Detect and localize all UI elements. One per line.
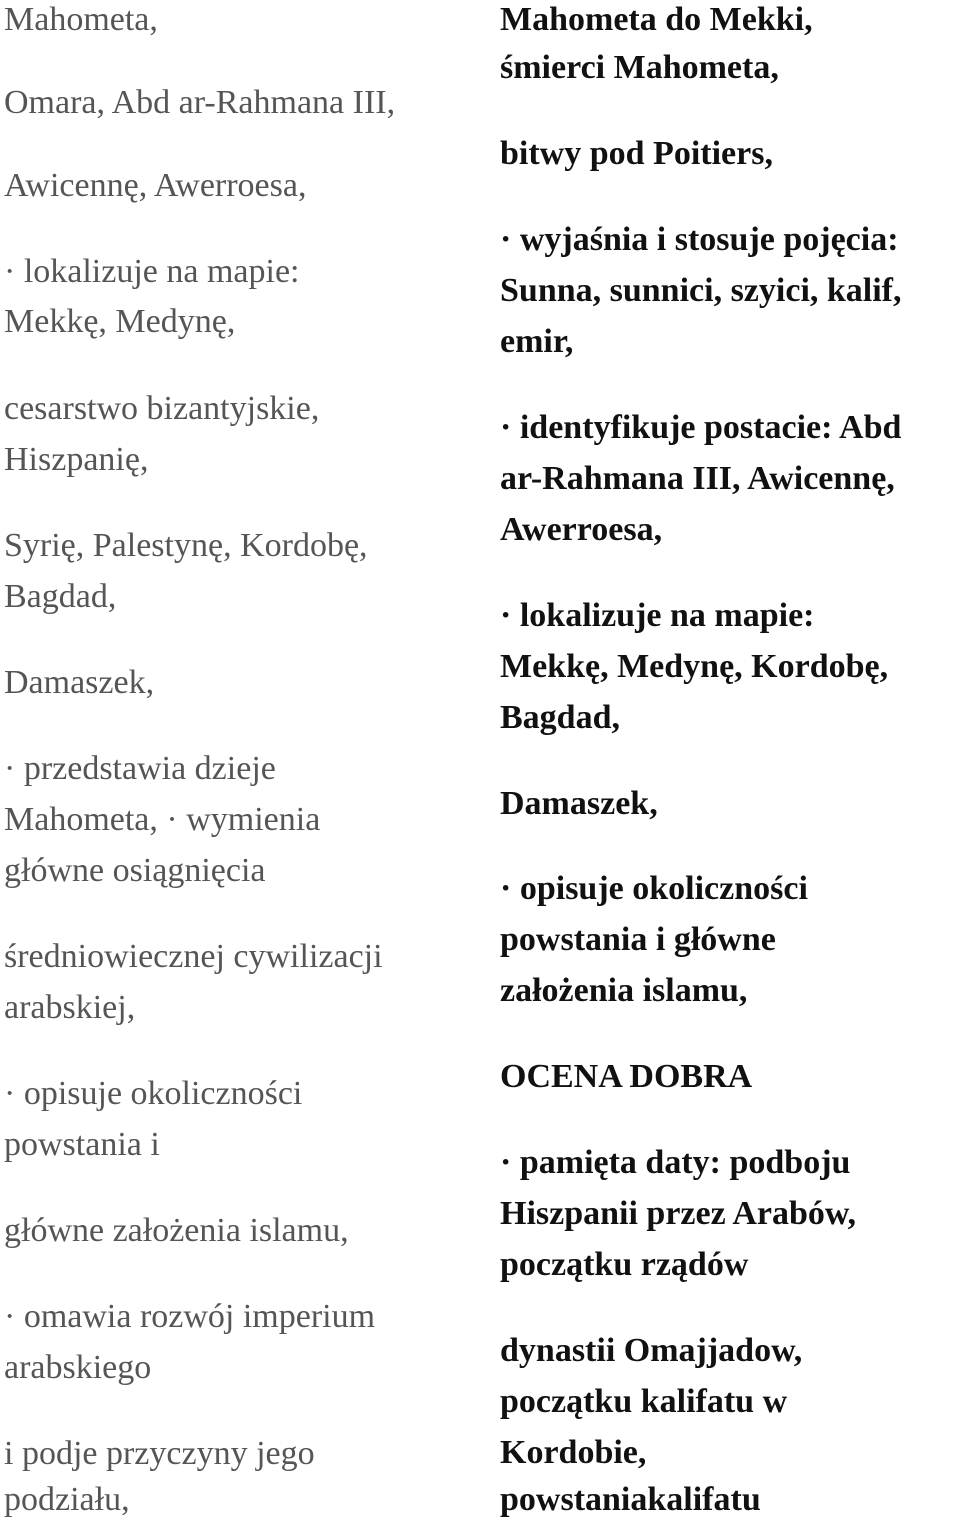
right-line-5: Sunna, sunnici, szyici, kalif, bbox=[500, 272, 902, 309]
left-line-6: cesarstwo bizantyjskie, bbox=[4, 390, 320, 427]
right-line-4: · wyjaśnia i stosuje pojęcia: bbox=[500, 221, 899, 258]
right-line-3: bitwy pod Poitiers, bbox=[500, 135, 773, 172]
left-line-16: · opisuje okoliczności bbox=[4, 1075, 303, 1112]
right-line-7: · identyfikuje postacie: Abd bbox=[500, 409, 902, 446]
right-line-17: OCENA DOBRA bbox=[500, 1058, 753, 1095]
right-line-15: powstania i główne bbox=[500, 921, 776, 958]
right-line-20: początku rządów bbox=[500, 1246, 749, 1283]
right-line-2: śmierci Mahometa, bbox=[500, 49, 779, 86]
right-line-16: założenia islamu, bbox=[500, 972, 748, 1009]
left-line-7: Hiszpanię, bbox=[4, 441, 149, 478]
right-line-23: Kordobie, bbox=[500, 1434, 647, 1471]
right-line-9: Awerroesa, bbox=[500, 511, 663, 548]
right-line-21: dynastii Omajjadow, bbox=[500, 1332, 803, 1369]
left-line-4: · lokalizuje na mapie: bbox=[4, 253, 300, 290]
left-line-10: Damaszek, bbox=[4, 664, 155, 701]
left-line-18: główne założenia islamu, bbox=[4, 1212, 349, 1249]
right-line-6: emir, bbox=[500, 323, 574, 360]
left-line-1: Mahometa, bbox=[4, 1, 158, 38]
left-line-2: Omara, Abd ar-Rahmana III, bbox=[4, 84, 396, 121]
left-line-17: powstania i bbox=[4, 1126, 160, 1163]
right-line-19: Hiszpanii przez Arabów, bbox=[500, 1195, 857, 1232]
left-line-19: · omawia rozwój imperium bbox=[4, 1298, 376, 1335]
left-line-3: Awicennę, Awerroesa, bbox=[4, 167, 307, 204]
right-line-10: · lokalizuje na mapie: bbox=[500, 597, 815, 634]
right-line-18: · pamięta daty: podboju bbox=[500, 1144, 851, 1181]
left-line-8: Syrię, Palestynę, Kordobę, bbox=[4, 527, 368, 564]
right-line-12: Bagdad, bbox=[500, 699, 620, 736]
left-line-9: Bagdad, bbox=[4, 578, 117, 615]
left-line-11: · przedstawia dzieje bbox=[4, 750, 276, 787]
right-line-24: powstaniakalifatu bbox=[500, 1481, 761, 1518]
left-line-5: Mekkę, Medynę, bbox=[4, 303, 236, 340]
left-line-13: główne osiągnięcia bbox=[4, 852, 266, 889]
right-line-1: Mahometa do Mekki, bbox=[500, 1, 813, 38]
right-line-14: · opisuje okoliczności bbox=[500, 870, 808, 907]
right-line-13: Damaszek, bbox=[500, 785, 658, 822]
left-line-14: średniowiecznej cywilizacji bbox=[4, 938, 383, 975]
left-line-21: i podje przyczyny jego bbox=[4, 1435, 315, 1472]
left-line-22: podziału, bbox=[4, 1481, 130, 1518]
left-line-20: arabskiego bbox=[4, 1349, 152, 1386]
right-line-8: ar-Rahmana III, Awicennę, bbox=[500, 460, 895, 497]
left-line-12: Mahometa, · wymienia bbox=[4, 801, 321, 838]
right-line-22: początku kalifatu w bbox=[500, 1383, 788, 1420]
left-line-15: arabskiej, bbox=[4, 989, 136, 1026]
right-line-11: Mekkę, Medynę, Kordobę, bbox=[500, 648, 889, 685]
